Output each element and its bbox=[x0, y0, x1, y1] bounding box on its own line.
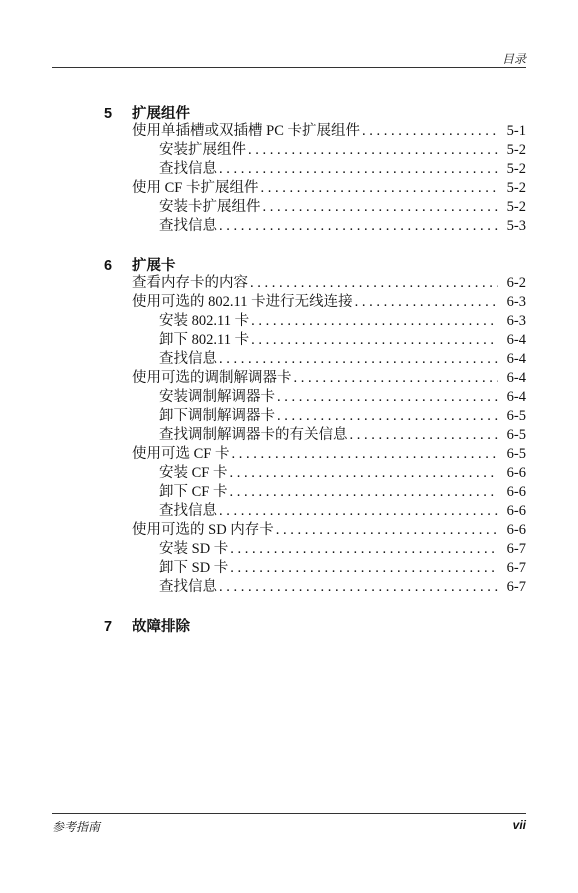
toc-chapter bbox=[104, 615, 526, 635]
entry-page-number: 6-5 bbox=[506, 408, 526, 424]
chapter-number: 6 bbox=[104, 258, 113, 274]
entry-page-number: 6-4 bbox=[506, 370, 526, 386]
entry-page-number: 6-5 bbox=[506, 446, 526, 462]
dot-leader bbox=[355, 293, 498, 312]
entry-page-number: 6-7 bbox=[506, 579, 526, 595]
toc-subsection-entry[interactable] bbox=[104, 350, 526, 369]
entry-page-number: 5-2 bbox=[506, 199, 526, 215]
entry-page-number: 5-3 bbox=[506, 218, 526, 234]
dot-leader bbox=[219, 217, 498, 236]
dot-leader bbox=[230, 540, 498, 559]
entry-title: 卸下 802.11 卡 bbox=[159, 332, 250, 348]
toc-subsection-entry[interactable] bbox=[104, 198, 526, 217]
entry-page-number: 6-7 bbox=[506, 560, 526, 576]
entry-page-number: 6-6 bbox=[506, 484, 526, 500]
entry-title: 使用可选的调制解调器卡 bbox=[132, 370, 292, 386]
entry-page-number: 6-3 bbox=[506, 294, 526, 310]
dot-leader bbox=[263, 198, 499, 217]
entry-title: 卸下 CF 卡 bbox=[159, 484, 228, 500]
dot-leader bbox=[350, 426, 499, 445]
toc-section-entry[interactable] bbox=[104, 445, 526, 464]
toc-subsection-entry[interactable] bbox=[104, 502, 526, 521]
toc-subsection-entry[interactable] bbox=[104, 312, 526, 331]
entry-page-number: 5-2 bbox=[506, 161, 526, 177]
toc-section-entry[interactable] bbox=[104, 293, 526, 312]
entry-page-number: 6-6 bbox=[506, 503, 526, 519]
toc-section-entry[interactable] bbox=[104, 122, 526, 141]
chapter-heading[interactable] bbox=[104, 102, 526, 122]
toc-subsection-entry[interactable] bbox=[104, 217, 526, 236]
dot-leader bbox=[232, 445, 499, 464]
entry-page-number: 6-3 bbox=[506, 313, 526, 329]
entry-title: 查找信息 bbox=[159, 218, 217, 234]
entry-page-number: 6-5 bbox=[506, 427, 526, 443]
entry-title: 安装 802.11 卡 bbox=[159, 313, 250, 329]
dot-leader bbox=[251, 331, 498, 350]
entry-title: 查找信息 bbox=[159, 579, 217, 595]
entry-page-number: 6-6 bbox=[506, 522, 526, 538]
toc-subsection-entry[interactable] bbox=[104, 540, 526, 559]
chapter-number: 7 bbox=[104, 619, 113, 635]
dot-leader bbox=[251, 312, 498, 331]
entry-page-number: 6-4 bbox=[506, 351, 526, 367]
chapter-title: 故障排除 bbox=[132, 619, 190, 635]
running-header-title: 目录 bbox=[501, 52, 526, 66]
toc-subsection-entry[interactable] bbox=[104, 578, 526, 597]
dot-leader bbox=[219, 160, 498, 179]
entry-title: 查找调制解调器卡的有关信息 bbox=[159, 427, 348, 443]
toc-section-entry[interactable] bbox=[104, 369, 526, 388]
toc-subsection-entry[interactable] bbox=[104, 407, 526, 426]
dot-leader bbox=[230, 559, 498, 578]
toc-subsection-entry[interactable] bbox=[104, 141, 526, 160]
entry-title: 使用单插槽或双插槽 PC 卡扩展组件 bbox=[132, 123, 360, 139]
table-of-contents bbox=[104, 102, 526, 653]
footer-book-title: 参考指南 bbox=[52, 820, 101, 834]
chapter-heading[interactable] bbox=[104, 615, 526, 635]
entry-page-number: 5-2 bbox=[506, 142, 526, 158]
toc-chapter bbox=[104, 102, 526, 236]
dot-leader bbox=[219, 502, 498, 521]
entry-page-number: 6-6 bbox=[506, 465, 526, 481]
toc-section-entry[interactable] bbox=[104, 179, 526, 198]
entry-title: 安装扩展组件 bbox=[159, 142, 246, 158]
dot-leader bbox=[277, 407, 498, 426]
toc-subsection-entry[interactable] bbox=[104, 426, 526, 445]
entry-page-number: 6-4 bbox=[506, 332, 526, 348]
dot-leader bbox=[276, 521, 498, 540]
chapter-heading[interactable] bbox=[104, 254, 526, 274]
entry-title: 查找信息 bbox=[159, 161, 217, 177]
dot-leader bbox=[294, 369, 499, 388]
toc-chapter bbox=[104, 254, 526, 597]
entry-title: 查看内存卡的内容 bbox=[132, 275, 248, 291]
entry-title: 安装卡扩展组件 bbox=[159, 199, 261, 215]
dot-leader bbox=[248, 141, 498, 160]
entry-title: 卸下 SD 卡 bbox=[159, 560, 229, 576]
dot-leader bbox=[230, 483, 499, 502]
dot-leader bbox=[230, 464, 499, 483]
dot-leader bbox=[219, 350, 498, 369]
toc-subsection-entry[interactable] bbox=[104, 464, 526, 483]
entry-title: 使用 CF 卡扩展组件 bbox=[132, 180, 259, 196]
chapter-title: 扩展卡 bbox=[132, 258, 176, 274]
chapter-number: 5 bbox=[104, 106, 113, 122]
chapter-title: 扩展组件 bbox=[132, 106, 190, 122]
entry-title: 安装 SD 卡 bbox=[159, 541, 229, 557]
entry-title: 使用可选的 SD 内存卡 bbox=[132, 522, 274, 538]
dot-leader bbox=[362, 122, 498, 141]
entry-page-number: 6-2 bbox=[506, 275, 526, 291]
entry-title: 查找信息 bbox=[159, 503, 217, 519]
entry-title: 安装 CF 卡 bbox=[159, 465, 228, 481]
entry-page-number: 5-2 bbox=[506, 180, 526, 196]
dot-leader bbox=[261, 179, 499, 198]
dot-leader bbox=[250, 274, 498, 293]
entry-page-number: 6-4 bbox=[506, 389, 526, 405]
footer-rule bbox=[52, 813, 526, 814]
toc-subsection-entry[interactable] bbox=[104, 160, 526, 179]
entry-page-number: 6-7 bbox=[506, 541, 526, 557]
toc-section-entry[interactable] bbox=[104, 521, 526, 540]
footer-page-number: vii bbox=[512, 818, 526, 832]
toc-subsection-entry[interactable] bbox=[104, 559, 526, 578]
entry-title: 使用可选 CF 卡 bbox=[132, 446, 230, 462]
entry-title: 查找信息 bbox=[159, 351, 217, 367]
entry-title: 使用可选的 802.11 卡进行无线连接 bbox=[132, 294, 353, 310]
toc-subsection-entry[interactable] bbox=[104, 331, 526, 350]
toc-subsection-entry[interactable] bbox=[104, 483, 526, 502]
entry-title: 安装调制解调器卡 bbox=[159, 389, 275, 405]
dot-leader bbox=[277, 388, 498, 407]
entry-title: 卸下调制解调器卡 bbox=[159, 408, 275, 424]
toc-section-entry[interactable] bbox=[104, 274, 526, 293]
dot-leader bbox=[219, 578, 498, 597]
header-rule bbox=[52, 67, 526, 68]
entry-page-number: 5-1 bbox=[506, 123, 526, 139]
toc-subsection-entry[interactable] bbox=[104, 388, 526, 407]
